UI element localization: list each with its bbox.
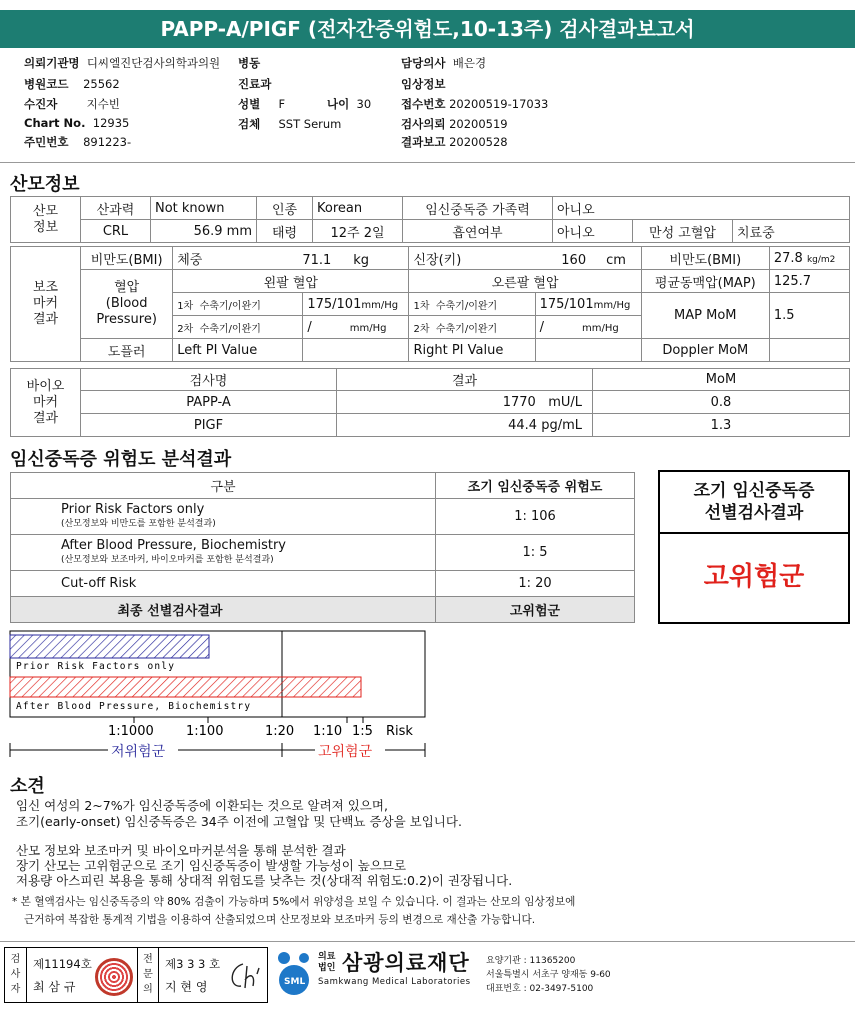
bio-marker-table — [10, 368, 850, 437]
risk-row-label: Cut-off Risk — [11, 571, 436, 597]
label: 검체 — [238, 117, 261, 131]
note-line: * 본 혈액검사는 임신중독증의 약 80% 검출이 가능하며 5%에서 위양성을 보일 수 있습니다. 이 결과는 산모의 임상정보에 — [12, 896, 576, 908]
label: 성별 — [238, 97, 261, 111]
right-2-label — [409, 316, 535, 339]
sysdia: 수축기/이완기 — [199, 323, 261, 335]
left-1-label — [173, 293, 303, 316]
report-date: 20200528 — [449, 135, 508, 149]
unit: mm/Hg — [593, 299, 631, 311]
first: 1차 — [177, 300, 194, 312]
lpi-label: Left PI Value — [173, 339, 303, 362]
org-address: 서울특별시 서초구 양재동 9-60 — [486, 970, 611, 980]
divider — [0, 941, 855, 942]
opinion-line: 산모 정보와 보조마커 및 바이오마커분석을 통해 분석한 결과 — [16, 843, 346, 858]
ga-value: 12주 2일 — [313, 220, 403, 243]
chart-no: 12935 — [92, 116, 130, 130]
opinion-line: 저용량 아스피린 복용을 통해 상대적 위험도를 낮추는 것(상대적 위험도:0.2)이 권장됩니다. — [16, 873, 513, 888]
final-label: 최종 선별검사결과 — [11, 597, 436, 623]
opinion-line: 임신 여성의 2~7%가 임신중독증에 이환되는 것으로 알려져 있으며, — [16, 798, 388, 813]
test-result — [337, 414, 593, 437]
label: Prior Risk Factors only — [61, 501, 205, 517]
dmom-label: Doppler MoM — [641, 339, 769, 362]
signature-icon — [225, 958, 265, 994]
label: After Blood Pressure, Biochemistry — [61, 537, 286, 553]
aux-marker-table — [10, 246, 850, 362]
tick-label: 1:5 — [352, 724, 373, 739]
sex: F — [278, 97, 286, 111]
org-name: 삼광의료재단 — [342, 951, 470, 975]
label: Chart No. — [24, 116, 86, 130]
risk-table — [10, 472, 635, 623]
risk-row-value: 1: 20 — [436, 571, 635, 597]
table-row — [11, 414, 850, 437]
risk-row-value: 1: 5 — [436, 535, 635, 571]
table-row — [11, 535, 635, 571]
dmom-value — [769, 339, 849, 362]
tester-name: 최 삼 규 — [33, 980, 76, 994]
unit: pg/mL — [541, 417, 582, 433]
age: 30 — [356, 97, 372, 111]
hospital-code: 25562 — [83, 77, 120, 91]
height-cell — [409, 247, 641, 270]
specialist-head: 전 문 의 — [137, 948, 159, 1002]
risk-col2: 조기 임신중독증 위험도 — [436, 473, 635, 499]
label: 담당의사 — [401, 56, 446, 70]
tick-label: 1:10 — [313, 724, 343, 739]
right-1-label — [409, 293, 535, 316]
doppler-label: 도플러 — [81, 339, 173, 362]
bmi-unit: kg/m2 — [806, 254, 836, 265]
value: 44.4 — [508, 417, 538, 433]
result-box-title: 조기 임신중독증 선별검사결과 — [660, 472, 848, 534]
label: 나이 — [327, 97, 350, 111]
bmi-cell — [769, 247, 849, 270]
bar-prior-risk — [10, 635, 209, 658]
right-bp-label: 오른팔 혈압 — [409, 270, 641, 293]
unit: mU/L — [548, 394, 582, 410]
left-bp-label: 왼팔 혈압 — [173, 270, 409, 293]
result-box — [658, 470, 850, 624]
test-result — [337, 391, 593, 414]
specialist-name: 지 현 영 — [165, 980, 208, 994]
corp-label: 의료 법인 — [318, 952, 336, 973]
weight-cell — [173, 247, 409, 270]
lpi-value — [303, 339, 409, 362]
opinion-title: 소견 — [10, 776, 45, 797]
test-mom: 0.8 — [593, 391, 850, 414]
divider — [0, 162, 855, 163]
seal-icon — [95, 958, 133, 996]
bar-after-bp — [10, 677, 361, 697]
opinion-line: 장기 산모는 고위험군으로 조기 임신중독증이 발생할 가능성이 높으므로 — [16, 858, 407, 873]
test-name: PIGF — [81, 414, 337, 437]
label: 병동 — [238, 56, 261, 70]
sml-logo-icon — [272, 948, 316, 1000]
map-value: 125.7 — [769, 270, 849, 293]
risk-section-title: 임신중독증 위험도 분석결과 — [10, 449, 232, 470]
note-line: 근거하여 복잡한 통계적 기법을 이용하여 산출되었으며 산모정보와 보조마커 등의 변경으로 재산출 가능합니다. — [24, 914, 536, 926]
org-tel: 대표번호 : 02-3497-5100 — [486, 984, 594, 994]
rpi-value — [535, 339, 641, 362]
height-value: 160 — [561, 252, 587, 268]
label: 결과보고 — [401, 135, 446, 149]
label: 진료과 — [238, 77, 272, 91]
high-risk-label: 고위험군 — [318, 744, 373, 760]
table-row — [11, 391, 850, 414]
report-title: PAPP-A/PIGF (전자간증위험도,10-13주) 검사결과보고서 — [0, 10, 855, 48]
height-unit: cm — [606, 252, 626, 268]
label: 의뢰기관명 — [24, 56, 80, 70]
weight-unit: kg — [353, 252, 370, 268]
bp-value: / — [307, 319, 312, 335]
specimen: SST Serum — [278, 117, 342, 131]
right-1-value — [535, 293, 641, 316]
label: 주민번호 — [24, 135, 69, 149]
test-mom: 1.3 — [593, 414, 850, 437]
col-mom: MoM — [593, 369, 850, 391]
tick-label: 1:20 — [265, 724, 295, 739]
weight-value: 71.1 — [302, 252, 332, 268]
risk-row-label — [11, 499, 436, 535]
smoke-value: 아니오 — [553, 220, 633, 243]
bmi-value: 27.8 — [773, 250, 803, 266]
maternal-head: 산모 정보 — [11, 197, 81, 243]
bmi2-label: 비만도(BMI) — [641, 247, 769, 270]
bio-head: 바이오 마커 결과 — [11, 369, 81, 437]
sub: (산모정보와 보조마커, 바이오마커를 포함한 분석결과) — [61, 554, 274, 565]
signature-box — [4, 947, 268, 1003]
col-result: 결과 — [337, 369, 593, 391]
tester-no: 제11194호 — [33, 957, 92, 971]
risk-graph — [0, 625, 440, 770]
result-box-value: 고위험군 — [703, 562, 805, 592]
bp-value: 175/101 — [539, 296, 594, 312]
tick-label: 1:100 — [186, 724, 224, 739]
left-2-value — [303, 316, 409, 339]
maternal-table — [10, 196, 850, 243]
opinion-line: 조기(early-onset) 임신중독증은 34주 이전에 고혈압 및 단백뇨 증상을 보입니다. — [16, 814, 462, 829]
first: 1차 — [413, 300, 430, 312]
col-test: 검사명 — [81, 369, 337, 391]
smoke-label: 흡연여부 — [403, 220, 553, 243]
low-risk-label: 저위험군 — [111, 744, 166, 760]
tick-label: 1:1000 — [108, 724, 154, 739]
unit: mm/Hg — [349, 322, 387, 334]
sysdia: 수축기/이완기 — [435, 300, 498, 312]
logo-text: SML — [284, 977, 306, 987]
label: 접수번호 — [401, 97, 446, 111]
final-value: 고위험군 — [436, 597, 635, 623]
aux-head: 보조 마커 결과 — [11, 247, 81, 362]
family-value: 아니오 — [553, 197, 850, 220]
institution: 디씨엘진단검사의학과의원 — [86, 56, 221, 70]
risk-row-value: 1: 106 — [436, 499, 635, 535]
sysdia: 수축기/이완기 — [435, 323, 498, 335]
right-2-value — [535, 316, 641, 339]
crl-value: 56.9 mm — [151, 220, 257, 243]
table-row — [11, 499, 635, 535]
bp-value: 175/101 — [307, 296, 362, 312]
tick-label: Risk — [386, 724, 413, 739]
htn-label: 만성 고혈압 — [633, 220, 733, 243]
maternal-section-title: 산모정보 — [10, 174, 80, 195]
race-value: Korean — [313, 197, 403, 220]
mapmom-value: 1.5 — [769, 293, 849, 339]
request-date: 20200519 — [449, 117, 508, 131]
doctor: 배은경 — [452, 56, 487, 70]
risk-row-label — [11, 535, 436, 571]
sysdia: 수축기/이완기 — [199, 300, 261, 312]
crl-label: CRL — [81, 220, 151, 243]
value: 1770 — [502, 394, 536, 410]
bp-value: / — [539, 319, 544, 335]
family-label: 임신중독증 가족력 — [403, 197, 553, 220]
race-label: 인종 — [257, 197, 313, 220]
second: 2차 — [413, 323, 430, 335]
second: 2차 — [177, 323, 194, 335]
parity-label: 산과력 — [81, 197, 151, 220]
label: 병원코드 — [24, 77, 69, 91]
unit: mm/Hg — [361, 299, 399, 311]
map-label: 평균동맥압(MAP) — [641, 270, 769, 293]
org-english: Samkwang Medical Laboratories — [318, 977, 471, 987]
bar2-label: After Blood Pressure, Biochemistry — [16, 701, 252, 712]
ga-label: 태령 — [257, 220, 313, 243]
table-row — [11, 571, 635, 597]
bp-label: 혈압 (Blood Pressure) — [81, 270, 173, 339]
id-no: 891223- — [83, 135, 132, 149]
left-2-label — [173, 316, 303, 339]
htn-value: 치료중 — [733, 220, 850, 243]
sub: (산모정보와 비만도를 포함한 분석결과) — [61, 518, 216, 529]
specialist-no: 제3 3 3 호 — [165, 957, 221, 971]
risk-col1: 구분 — [11, 473, 436, 499]
rpi-label: Right PI Value — [409, 339, 535, 362]
mapmom-label: MAP MoM — [641, 293, 769, 339]
label: 검사의뢰 — [401, 117, 446, 131]
patient: 지수빈 — [86, 97, 120, 111]
label: 수진자 — [24, 97, 58, 111]
label: 임상정보 — [401, 77, 446, 91]
bar1-label: Prior Risk Factors only — [16, 661, 176, 672]
bmi-label: 비만도(BMI) — [81, 247, 173, 270]
left-1-value — [303, 293, 409, 316]
org-code: 요양기관 : 11365200 — [486, 956, 576, 966]
tester-head: 검 사 자 — [5, 948, 27, 1002]
height-label: 신장(키) — [413, 252, 462, 268]
receipt-no: 20200519-17033 — [449, 97, 549, 111]
test-name: PAPP-A — [81, 391, 337, 414]
parity-value: Not known — [151, 197, 257, 220]
unit: mm/Hg — [581, 322, 619, 334]
weight-label: 체중 — [177, 252, 203, 268]
